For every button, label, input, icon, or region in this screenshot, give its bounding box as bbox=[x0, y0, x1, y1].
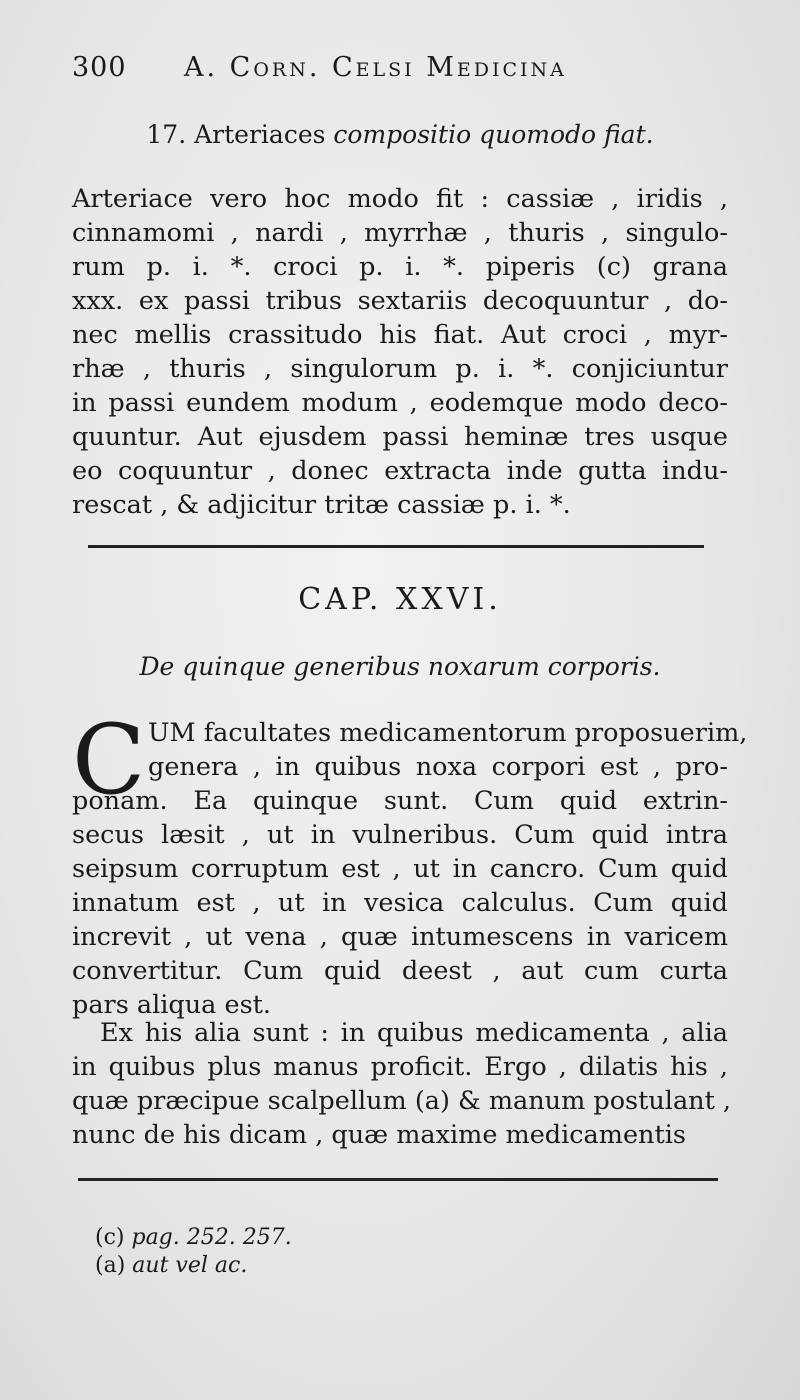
text-line: UM facultates medicamentorum proposuerim, bbox=[148, 718, 748, 748]
section-number: 17. bbox=[146, 120, 187, 149]
section-heading bbox=[0, 120, 800, 149]
chapter-title: CAP. XXVI. bbox=[298, 582, 502, 617]
text-line: genera , in quibus noxa corpori est , pro- bbox=[148, 752, 728, 782]
text-line: xxx. ex passi tribus sextariis decoquuntur , do- bbox=[72, 286, 728, 316]
text-line: ponam. Ea quinque sunt. Cum quid extrin- bbox=[72, 786, 728, 816]
text-line: increvit , ut vena , quæ intumescens in varicem bbox=[72, 922, 728, 952]
text-line: rum p. i. *. croci p. i. *. piperis (c) grana bbox=[72, 252, 728, 282]
section-title-roman: Arteriaces bbox=[194, 120, 326, 149]
footnote-text: aut vel ac. bbox=[132, 1253, 248, 1278]
text-line: cinnamomi , nardi , myrrhæ , thuris , singulo- bbox=[72, 218, 728, 248]
footnote bbox=[95, 1224, 292, 1252]
running-title: A. Corn. Celsi Medicina bbox=[184, 52, 567, 83]
text-line: pars aliqua est. bbox=[72, 990, 272, 1020]
footnote bbox=[95, 1252, 292, 1280]
text-line: seipsum corruptum est , ut in cancro. Cum quid bbox=[72, 854, 728, 884]
chapter-subtitle: De quinque generibus noxarum corporis. bbox=[139, 652, 661, 681]
text-line: Ex his alia sunt : in quibus medicamenta , alia bbox=[100, 1018, 728, 1048]
text-line: in passi eundem modum , eodemque modo deco- bbox=[72, 388, 728, 418]
text-line: quuntur. Aut ejusdem passi heminæ tres usque bbox=[72, 422, 728, 452]
footnote-marker: (a) bbox=[95, 1253, 133, 1278]
text-line: nec mellis crassitudo his fiat. Aut croci , myr- bbox=[72, 320, 728, 350]
divider-rule bbox=[88, 545, 704, 548]
text-line: rescat , & adjicitur tritæ cassiæ p. i. *. bbox=[72, 490, 571, 520]
section-title-italic: compositio quomodo fiat. bbox=[333, 120, 654, 149]
footnotes bbox=[95, 1224, 292, 1280]
footnote-text: pag. 252. 257. bbox=[131, 1225, 292, 1250]
text-line: convertitur. Cum quid deest , aut cum curta bbox=[72, 956, 728, 986]
footnote-marker: (c) bbox=[95, 1225, 132, 1250]
text-line: in quibus plus manus proficit. Ergo , dilatis his , bbox=[72, 1052, 728, 1082]
paragraph-noxarum bbox=[72, 716, 748, 1022]
paragraph-ex-his bbox=[72, 1016, 732, 1152]
footnote-rule bbox=[78, 1178, 718, 1181]
text-line: innatum est , ut in vesica calculus. Cum quid bbox=[72, 888, 728, 918]
text-line: eo coquuntur , donec extracta inde gutta indu- bbox=[72, 456, 728, 486]
text-line: nunc de his dicam , quæ maxime medicamentis bbox=[72, 1120, 686, 1150]
drop-cap: C bbox=[72, 704, 146, 816]
text-line: quæ præcipue scalpellum (a) & manum postulant , bbox=[72, 1086, 732, 1116]
paragraph-arteriace bbox=[72, 182, 728, 522]
text-line: rhæ , thuris , singulorum p. i. *. conjiciuntur bbox=[72, 354, 728, 384]
text-line: Arteriace vero hoc modo fit : cassiæ , iridis , bbox=[72, 184, 728, 214]
page-number: 300 bbox=[72, 52, 127, 83]
text-line: secus læsit , ut in vulneribus. Cum quid intra bbox=[72, 820, 728, 850]
